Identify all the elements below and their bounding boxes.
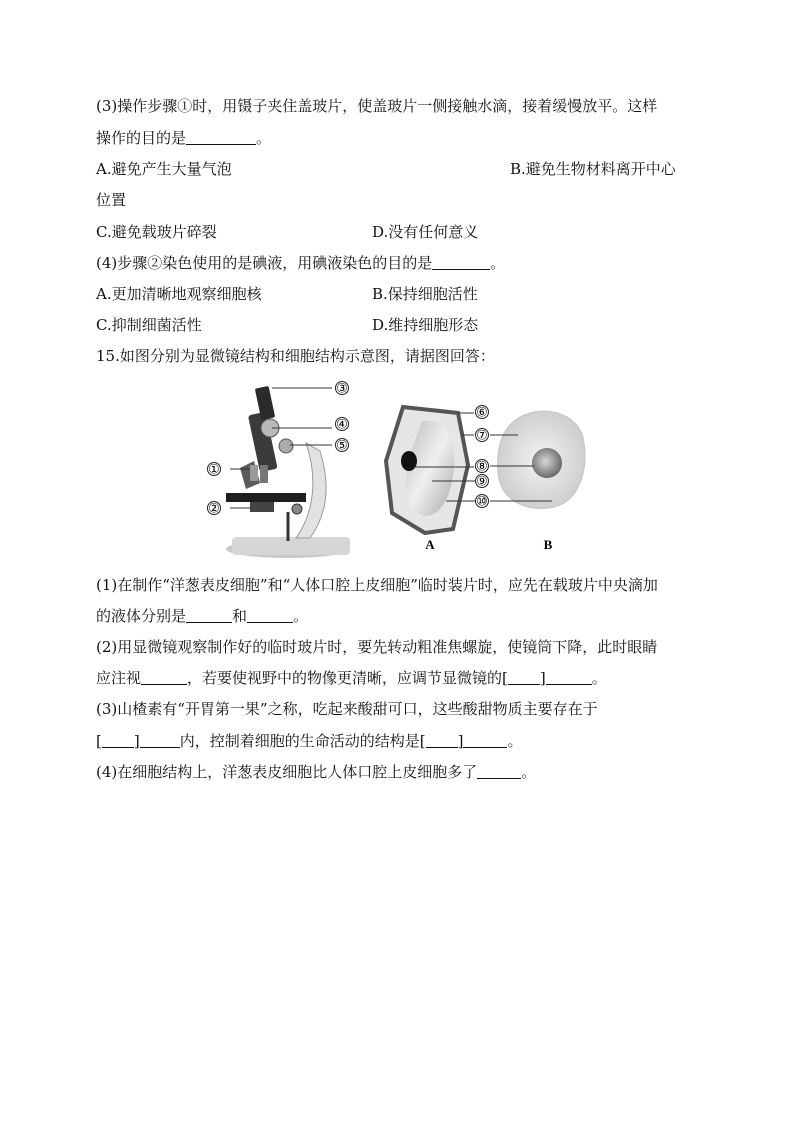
microscope-and-cell-figure [200,373,600,563]
q14-part4-line [96,253,505,273]
answer-blank[interactable] [140,733,180,748]
q15-sub3-bracket-close: ] [133,732,140,750]
plant-cell-a [386,407,468,533]
q14-part4-option-c: C.抑制细菌活性 [96,316,202,334]
q15-sub3-end: 。 [507,732,523,750]
q15-sub1-end: 。 [293,607,309,625]
answer-blank[interactable] [141,670,187,685]
q15-sub1-line1: (1)在制作“洋葱表皮细胞”和“人体口腔上皮细胞”临时装片时，应先在载玻片中央滴加 [96,576,658,594]
label-2: ② [208,501,220,517]
q15-sub2-text-c: ] [539,669,546,687]
q15-sub3-bracket-open: [ [96,732,102,750]
label-5: ⑤ [336,438,348,454]
label-9: ⑨ [476,474,488,490]
answer-blank[interactable] [508,670,540,685]
q14-part3-line1: (3)操作步骤①时，用镊子夹住盖玻片，使盖玻片一侧接触水滴，接着缓慢放平。这样 [96,97,658,115]
q14-part3-option-c: C.避免载玻片碎裂 [96,223,217,241]
answer-blank[interactable] [186,130,256,145]
q14-part3-option-b-continued: 位置 [96,191,127,209]
q15-sub2-text-b: ，若要使视野中的物像更清晰，应调节显微镜的[ [187,669,508,687]
answer-blank[interactable] [102,733,134,748]
q14-part4-end: 。 [490,254,506,272]
q14-part3-end: 。 [256,129,272,147]
answer-blank[interactable] [247,608,293,623]
label-1: ① [208,462,220,478]
answer-blank[interactable] [186,608,232,623]
q15-sub3-line1: (3)山楂素有“开胃第一果”之称，吃起来酸甜可口，这些酸甜物质主要存在于 [96,700,598,718]
answer-blank[interactable] [426,733,458,748]
q14-part4-option-b: B.保持细胞活性 [372,285,478,303]
answer-blank[interactable] [546,670,592,685]
q15-sub3-text: 内，控制着细胞的生命活动的结构是[ [179,732,426,750]
q14-part3-option-a: A.避免产生大量气泡 [96,160,232,178]
q15-sub2-end: 。 [591,669,607,687]
q14-part3-option-d: D.没有任何意义 [372,223,479,241]
q15-sub4-end: 。 [521,763,537,781]
q14-part3-line2 [96,128,271,148]
q15-sub3-line2 [96,731,522,751]
label-4: ④ [336,417,348,433]
caption-a: A [425,537,435,552]
q15-intro: 15.如图分别为显微镜结构和细胞结构示意图，请据图回答： [96,347,495,365]
q14-part4-text: (4)步骤②染色使用的是碘液，用碘液染色的目的是 [96,254,433,272]
q14-part3-text: 操作的目的是 [96,129,187,147]
q15-sub4-line [96,762,536,782]
label-3: ③ [336,381,348,397]
q14-part4-option-a: A.更加清晰地观察细胞核 [96,285,262,303]
q15-sub4-text: (4)在细胞结构上，洋葱表皮细胞比人体口腔上皮细胞多了 [96,763,478,781]
answer-blank[interactable] [477,764,521,779]
label-7: ⑦ [476,428,488,444]
q14-part3-option-b: B.避免生物材料离开中心 [510,160,676,178]
q15-sub2-line1: (2)用显微镜观察制作好的临时玻片时，要先转动粗准焦螺旋，使镜筒下降，此时眼睛 [96,638,658,656]
label-10: ⑩ [476,494,488,510]
microscope-illustration [226,386,350,558]
answer-blank[interactable] [432,255,490,270]
q15-sub1-text-b: 和 [232,607,248,625]
q15-sub1-line2 [96,606,308,626]
q15-sub2-line2 [96,668,607,688]
q14-part4-option-d: D.维持细胞形态 [372,316,479,334]
caption-b: B [543,537,553,552]
answer-blank[interactable] [463,733,507,748]
label-8: ⑧ [476,459,488,475]
q15-sub2-text-a: 应注视 [96,669,142,687]
animal-cell-b [498,411,585,508]
q15-sub1-text-a: 的液体分别是 [96,607,187,625]
label-6: ⑥ [476,405,488,421]
q15-sub3-bracket-close-2: ] [457,732,464,750]
